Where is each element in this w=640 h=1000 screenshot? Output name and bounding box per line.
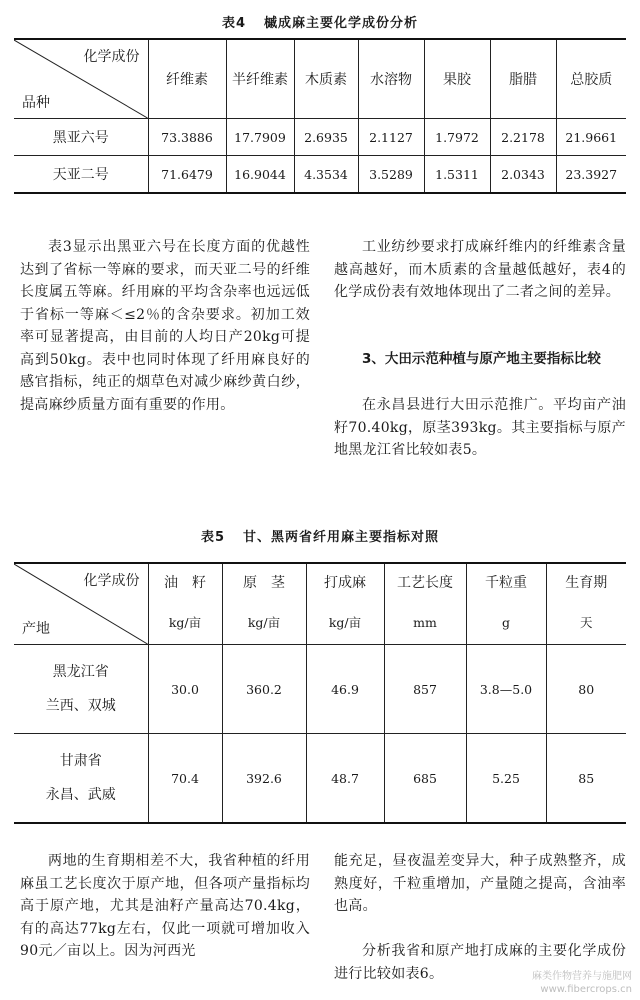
table-cell: 2.1127: [358, 119, 424, 156]
table5-column-header: 打成麻: [306, 563, 384, 600]
table-row: [14, 156, 626, 194]
table5-unit: kg/亩: [148, 600, 222, 645]
table4-column-header: 纤维素: [148, 39, 226, 119]
table-cell: 16.9044: [226, 156, 294, 194]
table5-corner-cell: [14, 563, 148, 645]
table4-number: 表4: [221, 16, 247, 31]
table4-header-row: [14, 39, 626, 119]
table4-column-header: 总胶质: [556, 39, 626, 119]
table4-corner-bottom-label: 品种: [22, 95, 50, 111]
table4-row-name: 天亚二号: [14, 156, 148, 194]
table-cell: 46.9: [306, 645, 384, 734]
table-cell: 4.3534: [294, 156, 358, 194]
table-cell: 5.25: [466, 734, 546, 824]
table4-corner-cell: [14, 39, 148, 119]
table4-title: 槭成麻主要化学成份分析: [264, 16, 419, 31]
table-cell: 857: [384, 645, 466, 734]
table-cell: 392.6: [222, 734, 306, 824]
table-cell: 73.3886: [148, 119, 226, 156]
watermark: [532, 970, 632, 996]
table5-column-header: 油 籽: [148, 563, 222, 600]
paragraph-right-4: 分析我省和原产地打成麻的主要化学成份进行比较如表6。: [334, 943, 626, 982]
table5-column-header: 生育期: [546, 563, 626, 600]
table-cell: 21.9661: [556, 119, 626, 156]
table4: [14, 38, 626, 194]
table-row: [14, 734, 626, 824]
table4-row-name: 黑亚六号: [14, 119, 148, 156]
table-cell: 2.2178: [490, 119, 556, 156]
paragraph-right-1: 工业纺纱要求打成麻纤维内的纤维素含量越高越好，而木质素的含量越低越好，表4的化学成份表有效地体现出了二者之间的差异。: [334, 239, 626, 300]
table5-number: 表5: [200, 530, 226, 545]
table4-column-header: 半纤维素: [226, 39, 294, 119]
watermark-line-2: www.fibercrops.cn: [540, 984, 632, 995]
table-row: [14, 119, 626, 156]
table5-unit: kg/亩: [306, 600, 384, 645]
table-cell: 17.7909: [226, 119, 294, 156]
table5-unit: mm: [384, 600, 466, 645]
table-cell: 1.5311: [424, 156, 490, 194]
table5-unit: 天: [546, 600, 626, 645]
table5: [14, 562, 626, 824]
table4-column-header: 木质素: [294, 39, 358, 119]
place-line-1: 甘肃省: [59, 753, 102, 769]
place-line-2: 兰西、双城: [45, 698, 116, 714]
table-cell: 80: [546, 645, 626, 734]
table-cell: 71.6479: [148, 156, 226, 194]
table-cell: 85: [546, 734, 626, 824]
table5-column-header: 工艺长度: [384, 563, 466, 600]
table-cell: 685: [384, 734, 466, 824]
table-cell: 70.4: [148, 734, 222, 824]
table-cell: 3.5289: [358, 156, 424, 194]
watermark-line-1: 麻类作物营养与施肥网: [532, 971, 632, 982]
place-line-1: 黑龙江省: [52, 664, 109, 680]
table-cell: 2.6935: [294, 119, 358, 156]
table4-corner-top-label: 化学成份: [83, 49, 140, 65]
table5-column-header: 千粒重: [466, 563, 546, 600]
table5-column-header: 原 茎: [222, 563, 306, 600]
table5-row-place: [14, 734, 148, 824]
table4-column-header: 果胶: [424, 39, 490, 119]
table5-unit: kg/亩: [222, 600, 306, 645]
table-cell: 23.3927: [556, 156, 626, 194]
section-3-heading: 3、大田示范种植与原产地主要指标比较: [362, 351, 601, 367]
table5-header-row: [14, 563, 626, 600]
table5-caption: [0, 526, 640, 545]
table4-column-header: 脂腊: [490, 39, 556, 119]
table5-row-place: [14, 645, 148, 734]
table5-corner-bottom-label: 产地: [22, 621, 50, 637]
paragraph-left-1: 表3显示出黑亚六号在长度方面的优越性达到了省标一等麻的要求，而天亚二号的纤维长度属五等麻。纤用麻的平均含杂率也远远低于省标一等麻＜≤2％的含杂要求。初加工效率可显著提高，由目前的人均日产20kg可提高到50kg。表中也同时体现了纤用麻良好的感官指标，纯正的烟草色对减少麻纱黄白纱，提高麻纱质量方面有重要的作用。: [20, 239, 310, 413]
table4-caption: [0, 12, 640, 31]
table-cell: 48.7: [306, 734, 384, 824]
table-cell: 1.7972: [424, 119, 490, 156]
table-cell: 30.0: [148, 645, 222, 734]
table-row: [14, 645, 626, 734]
paragraph-right-3: 能充足，昼夜温差变异大，种子成熟整齐，成熟度好，千粒重增加，产量随之提高，含油率也高。: [334, 853, 626, 914]
table5-unit: g: [466, 600, 546, 645]
table5-corner-top-label: 化学成份: [83, 573, 140, 589]
table4-column-header: 水溶物: [358, 39, 424, 119]
place-line-2: 永昌、武威: [45, 787, 116, 803]
table-cell: 360.2: [222, 645, 306, 734]
paragraph-right-2: 在永昌县进行大田示范推广。平均亩产油籽70.40kg，原茎393kg。其主要指标与原产地黑龙江省比较如表5。: [334, 397, 626, 458]
paragraph-left-2: 两地的生育期相差不大，我省种植的纤用麻虽工艺长度次于原产地，但各项产量指标均高于原产地，尤其是油籽产量高达70.4kg，有的高达77kg左右，仅此一项就可增加收入90元／亩以上。因为河西光: [20, 853, 310, 959]
table-cell: 3.8—5.0: [466, 645, 546, 734]
table-cell: 2.0343: [490, 156, 556, 194]
table5-title: 甘、黑两省纤用麻主要指标对照: [243, 530, 440, 545]
